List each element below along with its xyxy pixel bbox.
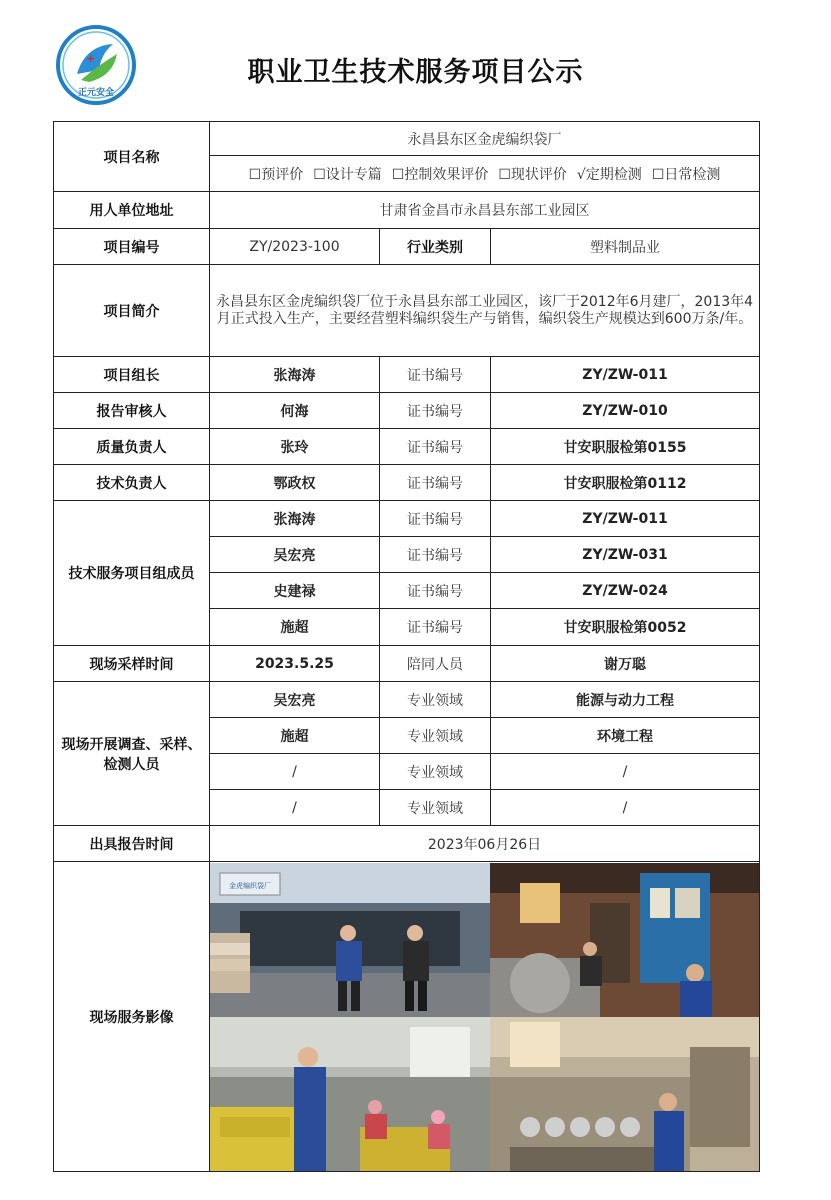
staff-name: 何海 [210,393,380,429]
field-staff-name: 施超 [210,718,380,754]
project-no-value: ZY/2023-100 [210,229,380,265]
staff-name: 张玲 [210,429,380,465]
field-staff-name: 吴宏亮 [210,682,380,718]
team-member-name: 施超 [210,609,380,646]
team-label: 技术服务项目组成员 [54,501,210,646]
field-label: 专业领域 [380,754,491,790]
site-photo-workshop [210,1017,490,1171]
field-value: / [491,754,760,790]
service-type-option: ☐预评价 [248,166,304,183]
cert-label: 证书编号 [380,537,491,573]
staff-name: 鄂政权 [210,465,380,501]
field-staff-label: 现场开展调查、采样、检测人员 [54,682,210,826]
field-label: 专业领域 [380,790,491,826]
team-member-name: 吴宏亮 [210,537,380,573]
cert-number: ZY/ZW-024 [491,573,760,609]
field-label: 专业领域 [380,682,491,718]
svg-text:正元安全: 正元安全 [77,88,115,98]
accompany-label: 陪同人员 [380,646,491,682]
team-member-name: 张海涛 [210,501,380,537]
cert-label: 证书编号 [380,357,491,393]
cert-label: 证书编号 [380,501,491,537]
staff-role: 项目组长 [54,357,210,393]
sampling-label: 现场采样时间 [54,646,210,682]
svg-text:+: + [86,52,96,65]
intro-text: 永昌县东区金虎编织袋厂位于永昌县东部工业园区，该厂于2012年6月建厂，2013年4月正式投入生产，主要经营塑料编织袋生产与销售，编织袋生产规模达到600万条/年。 [210,265,760,357]
cert-label: 证书编号 [380,393,491,429]
cert-label: 证书编号 [380,609,491,646]
site-photo-production-line [490,1017,760,1171]
field-staff-name: / [210,790,380,826]
service-type-option: ☐现状评价 [498,166,567,183]
industry-label: 行业类别 [380,229,491,265]
cert-number: 甘安职服检第0052 [491,609,760,646]
site-photo-entrance [210,863,490,1017]
photo-grid [210,862,760,1172]
staff-name: 张海涛 [210,357,380,393]
service-type-option: ☐控制效果评价 [391,166,489,183]
field-value: / [491,790,760,826]
accompany-name: 谢万聪 [491,646,760,682]
address-value: 甘肃省金昌市永昌县东部工业园区 [210,192,760,229]
project-name-value: 永昌县东区金虎编织袋厂 [210,122,760,156]
field-value: 能源与动力工程 [491,682,760,718]
cert-number: 甘安职服检第0155 [491,429,760,465]
address-label: 用人单位地址 [54,192,210,229]
cert-number: ZY/ZW-010 [491,393,760,429]
cert-label: 证书编号 [380,429,491,465]
svg-text:金虎编织袋厂: 金虎编织袋厂 [229,881,271,890]
intro-label: 项目简介 [54,265,210,357]
service-type-option: ☐设计专篇 [313,166,382,183]
staff-role: 技术负责人 [54,465,210,501]
service-type-option: √定期检测 [576,166,642,183]
photos-label: 现场服务影像 [54,862,210,1172]
field-staff-name: / [210,754,380,790]
cert-number: 甘安职服检第0112 [491,465,760,501]
site-photo-machinery [490,863,760,1017]
service-type-option: ☐日常检测 [651,166,721,183]
project-no-label: 项目编号 [54,229,210,265]
cert-number: ZY/ZW-011 [491,501,760,537]
project-info-table [53,121,760,1172]
staff-role: 质量负责人 [54,429,210,465]
report-time-value: 2023年06月26日 [210,826,760,862]
project-name-label: 项目名称 [54,122,210,192]
report-time-label: 出具报告时间 [54,826,210,862]
industry-value: 塑料制品业 [491,229,760,265]
team-member-name: 史建禄 [210,573,380,609]
field-value: 环境工程 [491,718,760,754]
cert-label: 证书编号 [380,465,491,501]
service-type-options [210,156,760,192]
sampling-date: 2023.5.25 [210,646,380,682]
cert-number: ZY/ZW-011 [491,357,760,393]
cert-number: ZY/ZW-031 [491,537,760,573]
page-title: 职业卫生技术服务项目公示 [247,57,584,88]
field-label: 专业领域 [380,718,491,754]
staff-role: 报告审核人 [54,393,210,429]
cert-label: 证书编号 [380,573,491,609]
